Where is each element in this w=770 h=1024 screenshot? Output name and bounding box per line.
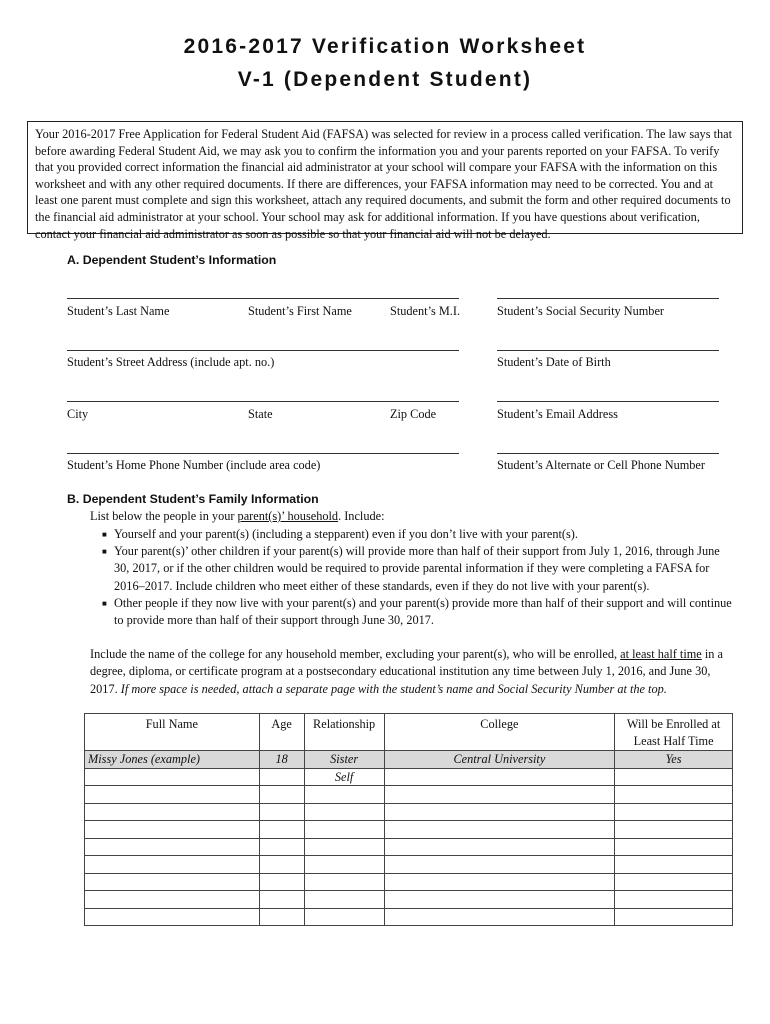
table-row [85,908,733,926]
name-cell[interactable] [85,803,260,821]
bullet-item [102,526,734,543]
lead-tail: . Include: [338,509,385,523]
first-name-label: Student’s First Name [248,304,352,318]
enrolled-cell[interactable] [615,821,733,839]
table-row [85,891,733,909]
relationship-cell[interactable] [304,856,384,874]
bullet-text: Other people if they now live with your parent(s) and your parent(s) provide more than half of their support and will continue to provide more than half of their support through June 30, 2017. [114,596,732,628]
relationship-cell[interactable] [304,838,384,856]
age-cell[interactable] [259,768,304,786]
ssn-fill-line[interactable] [497,298,719,299]
section-b-heading: B. Dependent Student’s Family Information [67,492,319,506]
bullet-square-icon: ■ [102,530,107,539]
home-phone-fill-line[interactable] [67,453,459,454]
example-name: Missy Jones (example) [85,751,260,769]
state-label: State [248,407,273,421]
table-row [85,856,733,874]
cell-phone-fill-line[interactable] [497,453,719,454]
name-cell[interactable] [85,891,260,909]
age-cell[interactable] [259,873,304,891]
age-cell[interactable] [259,821,304,839]
zip-label: Zip Code [390,407,437,421]
relationship-cell[interactable] [304,891,384,909]
relationship-cell[interactable] [304,821,384,839]
bullet-square-icon: ■ [102,599,107,608]
name-fill-line[interactable] [67,298,459,299]
table-row [85,768,733,786]
college-note-text-2: in a degree, diploma, or certificate program at a postsecondary educational institution any time between July 1, 2016, and June 30, 2017. [90,647,723,696]
college-cell[interactable] [384,891,615,909]
table-row [85,803,733,821]
table-row [85,873,733,891]
college-cell[interactable] [384,768,615,786]
example-row [85,751,733,769]
lead-text: List below the people in your [90,509,238,523]
address-fill-line[interactable] [67,350,459,351]
col-header-relationship: Relationship [304,714,384,751]
enrolled-cell[interactable] [615,786,733,804]
address-label: Student’s Street Address (include apt. no.) [67,355,275,369]
cell-phone-label: Student’s Alternate or Cell Phone Number [497,458,705,472]
col-header-name: Full Name [85,714,260,751]
age-cell[interactable] [259,803,304,821]
col-header-college: College [384,714,615,751]
college-cell[interactable] [384,908,615,926]
household-lead [90,508,730,525]
example-age: 18 [259,751,304,769]
bullet-item [102,543,736,595]
intro-paragraph: Your 2016-2017 Free Application for Federal Student Aid (FAFSA) was selected for review in a process called verification. The law says that before awarding Federal Student Aid, we may ask you to confirm the information you and your parents reported on your FAFSA. To verify that you provided correct information the financial aid administrator at your school will compare your FAFSA with the information on this worksheet and with any other required documents. If there are differences, your FAFSA information may need to be corrected. You and at least one parent must complete and sign this worksheet, attach any required documents, and submit the form and other required documents to the financial aid administrator at your school. Your school may ask for additional information. If you have questions about verification, contact your financial aid administrator as soon as possible so that your financial aid will not be delayed. [27,121,743,234]
relationship-cell[interactable] [304,908,384,926]
college-cell[interactable] [384,838,615,856]
last-name-label: Student’s Last Name [67,304,170,318]
city-label: City [67,407,89,421]
age-cell[interactable] [259,908,304,926]
college-cell[interactable] [384,803,615,821]
age-cell[interactable] [259,786,304,804]
section-a-heading: A. Dependent Student’s Information [67,253,277,267]
college-note [90,646,735,698]
table-row [85,821,733,839]
age-cell[interactable] [259,856,304,874]
dob-label: Student’s Date of Birth [497,355,611,369]
example-enrolled: Yes [615,751,733,769]
email-fill-line[interactable] [497,401,719,402]
example-relationship: Sister [304,751,384,769]
mi-label: Student’s M.I. [390,304,461,318]
enrolled-cell[interactable] [615,838,733,856]
worksheet-subtitle: V-1 (Dependent Student) [237,68,533,91]
enrolled-cell[interactable] [615,873,733,891]
college-cell[interactable] [384,856,615,874]
bullet-item [102,595,734,630]
table-header-row [85,714,733,751]
dob-fill-line[interactable] [497,350,719,351]
relationship-cell[interactable] [304,873,384,891]
example-college: Central University [384,751,615,769]
college-cell[interactable] [384,786,615,804]
home-phone-label: Student’s Home Phone Number (include area code) [67,458,321,472]
col-header-age: Age [259,714,304,751]
age-cell[interactable] [259,891,304,909]
city-state-zip-fill-line[interactable] [67,401,459,402]
relationship-cell[interactable] [304,786,384,804]
age-cell[interactable] [259,838,304,856]
table-row [85,838,733,856]
worksheet-title: 2016-2017 Verification Worksheet [183,35,587,58]
college-note-text: Include the name of the college for any household member, excluding your parent(s), who will be enrolled, [90,647,621,661]
name-cell[interactable] [85,873,260,891]
bullet-text: Your parent(s)’ other children if your parent(s) will provide more than half of their support from July 1, 2016, through June 30, 2017, or if the other children would be required to provide parental information if they were completing a FAFSA for 2016–2017. Include children who meet either of these standards, even if they do not live with your parent(s). [114,544,720,593]
email-label: Student’s Email Address [497,407,618,421]
name-cell[interactable] [85,768,260,786]
relationship-cell-self: Self [304,768,384,786]
bullet-text: Yourself and your parent(s) (including a stepparent) even if you don’t live with your parent(s). [114,527,578,541]
name-cell[interactable] [85,856,260,874]
relationship-cell[interactable] [304,803,384,821]
enrolled-cell[interactable] [615,891,733,909]
lead-underlined: parent(s)’ household [237,509,339,523]
table-row [85,786,733,804]
college-note-italic: If more space is needed, attach a separate page with the student’s name and Social Security Number at the top. [120,681,667,696]
name-cell[interactable] [85,908,260,926]
bullet-square-icon: ■ [102,547,107,556]
enrolled-cell[interactable] [615,768,733,786]
name-cell[interactable] [85,821,260,839]
college-note-underlined: at least half time [620,647,702,661]
enrolled-cell[interactable] [615,856,733,874]
household-table [84,713,733,926]
college-cell[interactable] [384,821,615,839]
name-cell[interactable] [85,786,260,804]
enrolled-cell[interactable] [615,908,733,926]
college-cell[interactable] [384,873,615,891]
col-header-enrolled: Will be Enrolled at Least Half Time [615,714,733,751]
ssn-label: Student’s Social Security Number [497,304,665,318]
enrolled-cell[interactable] [615,803,733,821]
name-cell[interactable] [85,838,260,856]
